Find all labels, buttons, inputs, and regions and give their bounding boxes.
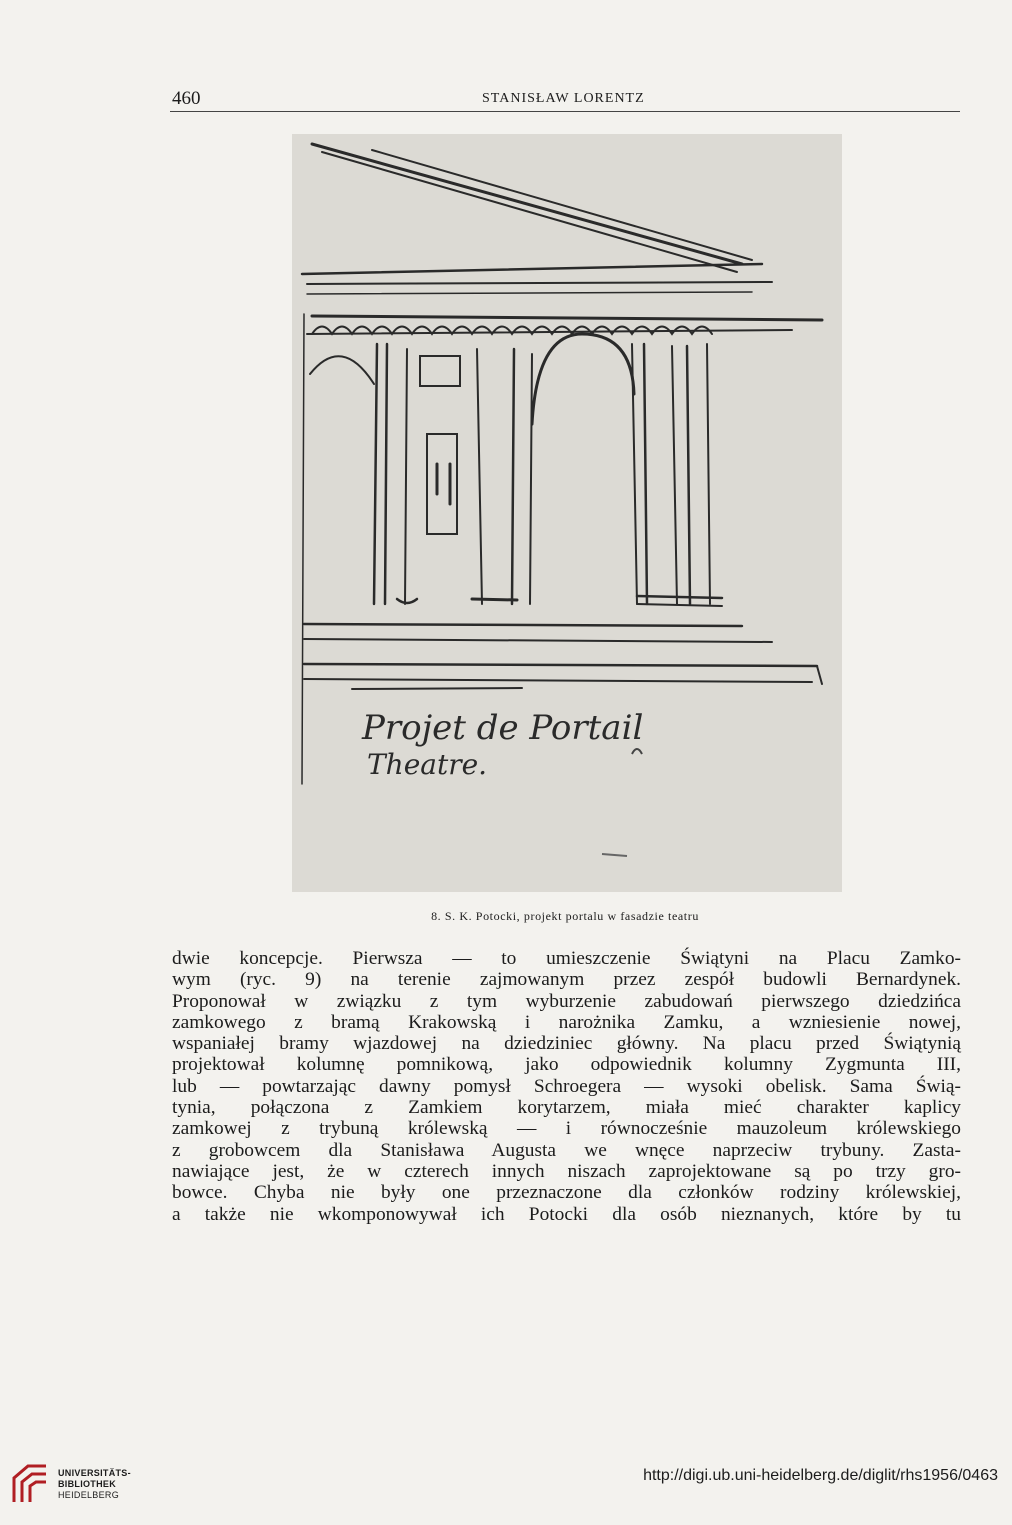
library-line3: HEIDELBERG	[58, 1490, 120, 1500]
library-line2: BIBLIOTHEK	[58, 1479, 116, 1489]
page-number: 460	[172, 88, 201, 109]
body-line: Proponował w związku z tym wyburzenie zabudowań pierwszego dziedzińca	[172, 990, 961, 1012]
library-name	[58, 1468, 131, 1501]
library-logo-icon	[10, 1462, 50, 1506]
body-line: zamkowego z bramą Krakowską i narożnika Zamku, a wzniesienie nowej,	[172, 1011, 961, 1033]
running-title: STANISŁAW LORENTZ	[482, 91, 645, 106]
handwriting-line2: Theatre.	[367, 748, 488, 781]
body-line: wspaniałej bramy wjazdowej na dziedziniec główny. Na placu przed Świątynią	[172, 1033, 961, 1055]
body-line: projektował kolumnę pomnikową, jako odpowiednik kolumny Zygmunta III,	[172, 1054, 961, 1076]
body-line: zamkowej z trybuną królewską — i równocześnie mauzoleum królewskiego	[172, 1118, 961, 1140]
body-paragraph	[172, 948, 961, 1225]
figure-sketch	[292, 134, 842, 892]
source-url-link[interactable]: http://digi.ub.uni-heidelberg.de/diglit/rhs1956/0463	[643, 1467, 998, 1484]
body-line: nawiające jest, że w czterech innych niszach zaprojektowane są po trzy gro-	[172, 1160, 961, 1182]
library-line1: UNIVERSITÄTS-	[58, 1468, 131, 1478]
body-line: dwie koncepcje. Pierwsza — to umieszczenie Świątyni na Placu Zamko-	[172, 948, 961, 969]
sketch-drawing	[292, 134, 842, 892]
body-line: a także nie wkomponowywał ich Potocki dla osób nieznanych, które by tu	[172, 1203, 961, 1225]
figure-caption: 8. S. K. Potocki, projekt portalu w fasadzie teatru	[431, 909, 699, 923]
body-line: bowce. Chyba nie były one przeznaczone dla członków rodziny królewskiej,	[172, 1182, 961, 1204]
handwriting-line1: Projet de Portail	[362, 708, 644, 748]
body-line: tynia, połączona z Zamkiem korytarzem, miała mieć charakter kaplicy	[172, 1097, 961, 1119]
body-line: z grobowcem dla Stanisława Augusta we wnęce naprzeciw trybuny. Zasta-	[172, 1139, 961, 1161]
header-rule	[170, 111, 960, 112]
body-line: wym (ryc. 9) na terenie zajmowanym przez zespół budowli Bernardynek.	[172, 969, 961, 991]
body-line: lub — powtarzając dawny pomysł Schroegera — wysoki obelisk. Sama Świą-	[172, 1075, 961, 1097]
